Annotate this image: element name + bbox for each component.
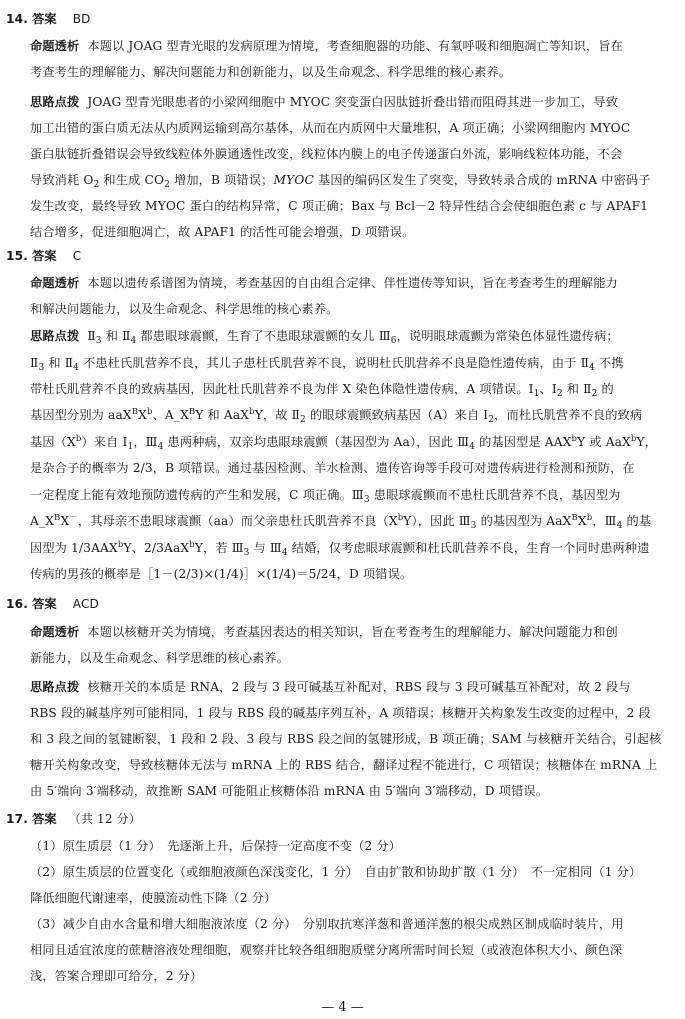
question-number: 15. [6,249,29,263]
text-span: 的基因型是 AAX [475,435,572,449]
q14-answer-line [6,6,91,32]
text-line: 传病的男孩的概率是［1－(2/3)×(1/4)］×(1/4)＝5/24，D 项错误。 [30,567,413,581]
text-span: ）来自 Ⅰ [81,435,128,449]
text-span: Y，若 Ⅲ [194,541,244,555]
tip-label: 思路点拨 [30,95,80,109]
answer-label: 答案 [32,812,57,826]
superscript: b [630,434,637,444]
text-span: X [60,514,70,528]
text-line [30,167,651,193]
text-line: 降低细胞代谢速率，使膜流动性下降（2 分） [30,891,277,905]
superscript: － [69,513,78,523]
superscript: b [189,540,195,550]
text-line [30,535,650,561]
superscript: b [571,434,578,444]
intent-text: 本题以核糖开关为情境，考查基因表达的相关知识，旨在考查考生的理解能力、解决问题能力和创 [87,625,618,639]
subscript: 4 [589,363,595,373]
text-span: 患眼球震颤而不患杜氏肌营养不良，基因型为 [369,488,621,502]
text-line [30,376,614,402]
subscript: 4 [469,442,476,452]
text-span: ，Ⅲ [133,435,158,449]
answer-label: 答案 [32,249,57,263]
text-span: 、Ⅰ [539,382,557,396]
subscript: 4 [616,521,623,531]
text-span: ，其母亲不患眼球震颤（aa）而父亲患杜氏肌营养不良（X [77,514,398,528]
text-line: 加工出错的蛋白质无法从内质网运输到高尔基体，从而在内质网中大量堆积，A 项正确；小梁网细胞内 MYOC [30,121,631,135]
text-line: （3）减少自由水含量和增大细胞液浓度（2 分） 分别取抗寒洋葱和普通洋葱的根尖成熟区制成临时装片，用 [30,917,624,931]
text-span: 带杜氏肌营养不良的致病基因，因此杜氏肌营养不良为伴 X 染色体隐性遗传病，A 项错误。Ⅰ [30,382,534,396]
subscript: 4 [157,442,164,452]
text-line: 由 5′端向 3′端移动，故推断 SAM 可能阻止核糖体沿 mRNA 由 5′端向 3′端移动，D 项错误。 [30,784,549,798]
text-line: 发生改变，最终导致 MYOC 蛋白的结构异常，C 项正确；Bax 与 Bcl－2 特异性结合会使细胞色素 c 与 APAF1 [30,199,649,213]
text-line: 蛋白肽链折叠错误会导致线粒体外膜通透性改变，线粒体内膜上的电子传递蛋白外流，影响线粒体功能，不会 [30,147,623,161]
text-span: 都患眼球震颤，生育了不患眼球震颤的女儿 Ⅲ [136,329,391,343]
answer-value: C [72,249,82,263]
intent-label: 命题透析 [30,625,80,639]
text-span: 基因型分别为 aaX [30,408,132,422]
subscript: 3 [95,336,102,346]
text-line: 结合增多，促进细胞凋亡，故 APAF1 的活性可能会增强，D 项错误。 [30,225,415,239]
q15-answer-line [6,243,81,269]
text-span: 和 Ⅱ [44,356,74,370]
text-line: 糖开关构象改变，导致核糖体无法与 mRNA 上的 RBS 结合，翻译过程不能进行，C 项错误；核糖体在 mRNA 上 [30,758,658,772]
text-span: Y），因此 Ⅲ [403,514,471,528]
text-span: Y，故 Ⅱ [254,408,301,422]
text-line [30,508,651,534]
text-span: 、A_X [152,408,189,422]
text-span: 基因的编码区发生了突变，导致转录合成的 mRNA 中密码子 [313,173,651,187]
question-number: 16. [6,597,29,611]
answer-value: （共 12 分） [68,812,141,826]
text-line [30,482,621,508]
text-span: 患两种病，双亲均患眼球震颤（基因型为 Aa），因此 Ⅲ [163,435,470,449]
superscript: b [75,434,82,444]
superscript: b [586,513,593,523]
subscript: 2 [488,415,495,425]
text-span: 因型为 1/3AAX [30,541,118,555]
subscript: 4 [281,548,288,558]
question-number: 14. [6,12,29,26]
text-line [30,350,624,376]
subscript: 2 [556,389,563,399]
tip-text: JOAG 型青光眼患者的小梁网细胞中 MYOC 突变蛋白因肽链折叠出错而阻碍其进一步加工，导致 [87,95,619,109]
text-span: ，说明眼球震颤为常染色体显性遗传病； [396,329,619,343]
text-span: Ⅱ [30,356,39,370]
superscript: B [571,513,578,523]
text-span: Y 和 AaX [195,408,250,422]
subscript: 6 [390,336,397,346]
text-span: 结婚，仅考虑眼球震颤和杜氏肌营养不良，生育一个同时患两种遗 [287,541,650,555]
q16-answer-line [6,591,99,617]
superscript: b [146,407,153,417]
question-number: 17. [6,812,29,826]
text-span: 的基 [622,514,652,528]
intent-label: 命题透析 [30,39,80,53]
subscript: 1 [533,389,540,399]
q17-answer-line [6,806,141,832]
text-span: X [138,408,147,422]
text-span: 和生成 CO [99,173,165,187]
q16-tip-line [30,674,631,700]
subscript: 4 [130,336,137,346]
superscript: b [397,513,404,523]
subscript: 4 [73,363,80,373]
answer-label: 答案 [32,12,57,26]
intent-text: 本题以遗传系谱图为情境，考查基因的自由组合定律、伴性遗传等知识，旨在考查考生的理解能力 [87,276,618,290]
answer-value: ACD [72,597,99,611]
text-span: 与 Ⅲ [249,541,282,555]
subscript: 3 [470,521,477,531]
page-number: — 4 — [321,1000,364,1015]
superscript: b [249,407,255,417]
tip-label: 思路点拨 [30,329,80,343]
text-span: 的眼球震颤致病基因（A）来自 Ⅰ [305,408,489,422]
superscript: b [117,540,124,550]
text-line: 是杂合子的概率为 2/3，B 项错误。通过基因检测、羊水检测、遗传咨询等手段可对遗传病进行检测和预防，在 [30,461,635,475]
text-line: （1）原生质层（1 分） 先逐渐上升，后保持一定高度不变（2 分） [30,839,402,853]
subscript: 1 [127,442,134,452]
text-span: A_X [30,514,55,528]
text-line: 和 3 段之间的氢键断裂，1 段和 2 段、3 段与 RBS 段之间的氢键形成，B 项正确；SAM 与核糖开关结合，引起核 [30,732,662,746]
text-span: 的基因型为 AaX [476,514,572,528]
text-span: 不患杜氏肌营养不良，其儿子患杜氏肌营养不良，说明杜氏肌营养不良是隐性遗传病，由于 Ⅱ [79,356,590,370]
superscript: B [54,513,61,523]
q15-tip-line [30,323,619,349]
text-span: Y 或 AaX [577,435,631,449]
text-span: ，Ⅲ [592,514,617,528]
text-line: 新能力，以及生命观念、科学思维的核心素养。 [30,651,290,665]
text-line: 和解决问题能力，以及生命观念、科学思维的核心素养。 [30,302,339,316]
text-line: RBS 段的碱基序列可能相同，1 段与 RBS 段的碱基序列互补，A 项错误；核糖开关构象发生改变的过程中，2 段 [30,706,651,720]
text-line: 浅，答案合理即可给分，2 分） [30,969,203,983]
q14-tip-line [30,89,618,115]
text-span: 导致消耗 O [30,173,94,187]
subscript: 2 [300,415,306,425]
q16-intent-line [30,619,618,645]
intent-label: 命题透析 [30,276,80,290]
text-line: 考查考生的理解能力、解决问题能力和创新能力，以及生命观念、科学思维的核心素养。 [30,65,512,79]
subscript: 3 [38,363,45,373]
answer-value: BD [72,12,91,26]
subscript: 2 [591,389,598,399]
text-span: Ⅱ [87,329,96,343]
superscript: B [188,407,196,417]
text-line: 相同且适宜浓度的蔗糖溶液处理细胞，观察并比较各组细胞质壁分离所需时间长短（或液泡体积大小、颜色深 [30,943,623,957]
text-line [30,429,657,455]
q14-intent-line [30,33,623,59]
superscript: B [131,407,139,417]
text-span: X [577,514,587,528]
text-span: 一定程度上能有效地预防遗传病的产生和发展，C 项正确。Ⅲ [30,488,364,502]
text-line [30,402,642,428]
text-span: 的 [597,382,614,396]
text-span: ，而杜氏肌营养不良的致病 [494,408,643,422]
subscript: 3 [243,548,250,558]
answer-label: 答案 [32,597,57,611]
text-span: 和 Ⅱ [101,329,131,343]
tip-label: 思路点拨 [30,680,80,694]
intent-text: 本题以 JOAG 型青光眼的发病原理为情境，考查细胞器的功能、有氧呼吸和细胞凋亡等知识，旨在 [87,39,623,53]
tip-text: 核糖开关的本质是 RNA，2 段与 3 段可碱基互补配对，RBS 段与 3 段可碱基互补配对，故 2 段与 [87,680,631,694]
text-line: （2）原生质层的位置变化（或细胞液颜色深浅变化，1 分） 自由扩散和协助扩散（1 分） 不一定相同（1 分） [30,865,642,879]
subscript: 3 [363,495,370,505]
q15-intent-line [30,270,618,296]
text-span: 不携 [594,356,624,370]
text-span: 和 Ⅱ [562,382,592,396]
subscript: 2 [164,180,170,190]
subscript: 2 [93,180,100,190]
gene-name: MYOC [273,173,314,187]
text-span: 增加，B 项错误； [169,173,274,187]
text-span: 基因（X [30,435,76,449]
text-span: Y、2/3AaX [123,541,190,555]
text-span: Y， [636,435,658,449]
